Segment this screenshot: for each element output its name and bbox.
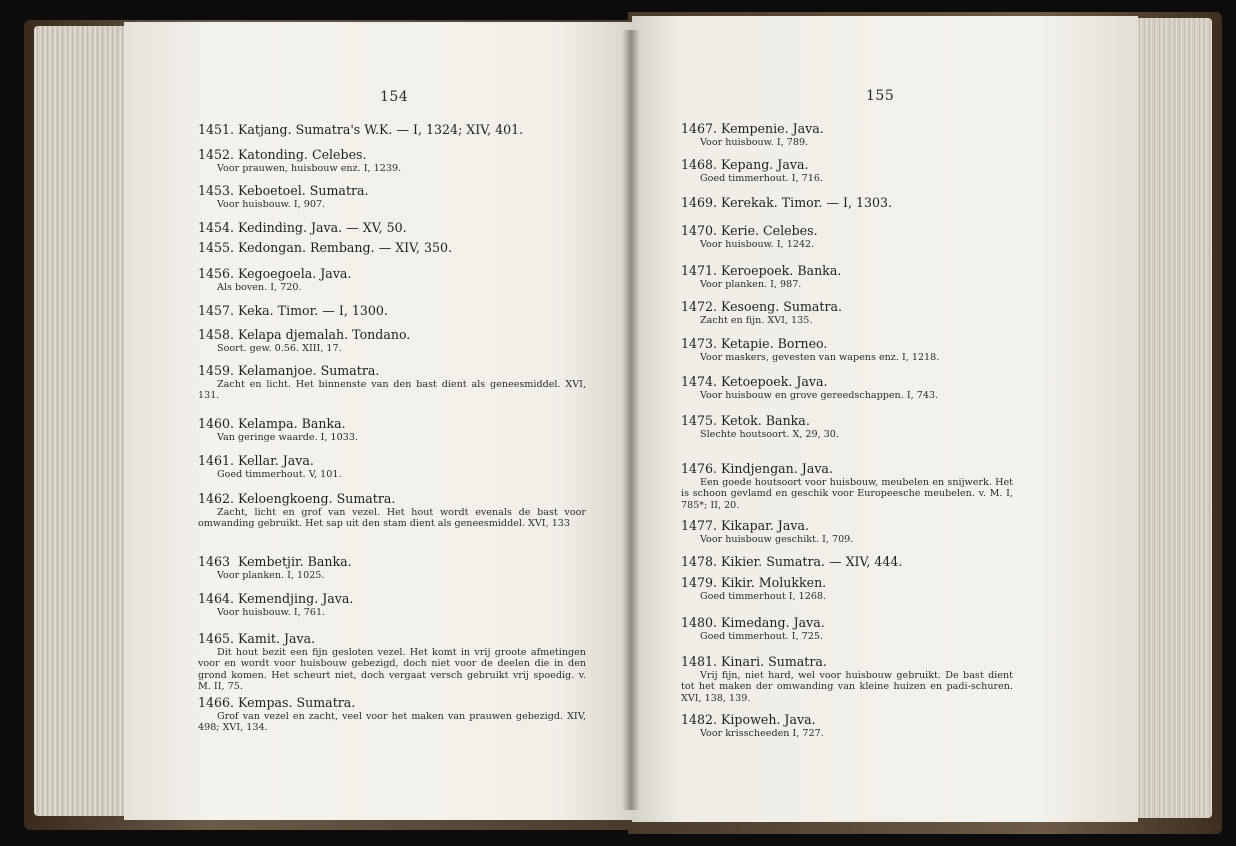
entry-description: Voor huisbouw geschikt. I, 709.	[700, 534, 854, 545]
dictionary-entry	[198, 415, 586, 443]
entry-title: Kikier. Sumatra. — XIV, 444.	[721, 554, 903, 569]
entry-heading	[681, 517, 1013, 534]
entry-number: 1468.	[681, 157, 718, 172]
entry-heading	[681, 262, 1013, 279]
entry-heading	[198, 490, 586, 507]
entry-description: Voor maskers, gevesten van wapens enz. I, 1218.	[700, 352, 940, 363]
entry-number: 1464.	[198, 591, 235, 606]
entry-description: Voor krisscheeden I, 727.	[700, 728, 824, 739]
entry-number: 1453.	[198, 183, 235, 198]
entry-title: Kembetjir. Banka.	[238, 554, 352, 569]
entry-heading	[198, 121, 586, 138]
dictionary-entry	[681, 373, 1013, 401]
entry-description: Dit hout bezit een fijn gesloten vezel. Het komt in vrij groote afmetingen voor en wordt voor huisbouw gebezigd, doch niet voor de deelen die in den grond komen. Het scheurt niet, doch vergaat versch gebruikt vrij spoedig. v. M. II, 75.	[198, 647, 586, 693]
entry-description: Voor planken. I, 987.	[700, 279, 802, 290]
book-gutter	[622, 30, 640, 810]
entry-heading	[198, 239, 586, 256]
entry-description: Voor huisbouw. I, 789.	[700, 137, 809, 148]
entry-heading	[681, 460, 1013, 477]
dictionary-entry	[681, 553, 1013, 570]
entry-number: 1459.	[198, 363, 235, 378]
entry-number: 1478.	[681, 554, 718, 569]
entry-title: Kempenie. Java.	[721, 121, 824, 136]
entry-title: Kegoegoela. Java.	[238, 266, 352, 281]
entry-heading	[198, 219, 586, 236]
left-page-number: 154	[380, 89, 409, 105]
entry-description: Voor huisbouw en grove gereedschappen. I, 743.	[700, 390, 939, 401]
entry-number: 1458.	[198, 327, 235, 342]
dictionary-entry	[198, 302, 586, 319]
entry-heading	[681, 373, 1013, 390]
entry-number: 1469.	[681, 195, 718, 210]
entry-heading	[681, 194, 1013, 211]
dictionary-entry	[198, 362, 586, 402]
entry-title: Ketoepoek. Java.	[721, 374, 828, 389]
entry-heading	[681, 711, 1013, 728]
entry-heading	[681, 222, 1013, 239]
dictionary-entry	[198, 121, 586, 138]
entry-heading	[198, 694, 586, 711]
entry-title: Ketapie. Borneo.	[721, 336, 828, 351]
entry-heading	[198, 182, 586, 199]
entry-heading	[681, 574, 1013, 591]
entry-title: Kedinding. Java. — XV, 50.	[238, 220, 407, 235]
dictionary-entry	[198, 239, 586, 256]
entry-heading	[681, 335, 1013, 352]
entry-number: 1467.	[681, 121, 718, 136]
dictionary-entry	[681, 120, 1013, 148]
entry-number: 1466.	[198, 695, 235, 710]
dictionary-entry	[198, 219, 586, 236]
dictionary-entry	[681, 222, 1013, 250]
entry-heading	[198, 302, 586, 319]
entry-number: 1457.	[198, 303, 235, 318]
entry-description: Soort. gew. 0.56. XIII, 17.	[217, 343, 342, 354]
dictionary-entry	[198, 265, 586, 293]
entry-description: Voor huisbouw. I, 907.	[217, 199, 326, 210]
dictionary-entry	[198, 630, 586, 693]
entry-number: 1471.	[681, 263, 718, 278]
entry-heading	[681, 298, 1013, 315]
entry-number: 1461.	[198, 453, 235, 468]
entry-heading	[198, 146, 586, 163]
entry-title: Kamit. Java.	[238, 631, 316, 646]
entry-title: Kindjengan. Java.	[721, 461, 833, 476]
entry-title: Katonding. Celebes.	[238, 147, 367, 162]
entry-description: Zacht en licht. Het binnenste van den bast dient als geneesmiddel. XVI, 131.	[198, 379, 586, 402]
entry-description: Als boven. I, 720.	[217, 282, 302, 293]
entry-title: Keloengkoeng. Sumatra.	[238, 491, 396, 506]
entry-number: 1473.	[681, 336, 718, 351]
entry-title: Kelampa. Banka.	[238, 416, 346, 431]
entry-heading	[198, 326, 586, 343]
dictionary-entry	[681, 460, 1013, 511]
entry-description: Voor prauwen, huisbouw enz. I, 1239.	[217, 163, 402, 174]
dictionary-entry	[681, 262, 1013, 290]
entry-heading	[198, 630, 586, 647]
dictionary-entry	[198, 553, 586, 581]
entry-title: Kerekak. Timor. — I, 1303.	[721, 195, 892, 210]
entry-heading	[681, 156, 1013, 173]
entry-title: Kellar. Java.	[238, 453, 314, 468]
entry-description: Van geringe waarde. I, 1033.	[217, 432, 359, 443]
dictionary-entry	[681, 517, 1013, 545]
entry-number: 1463	[198, 554, 231, 569]
entry-number: 1470.	[681, 223, 718, 238]
entry-description: Voor huisbouw. I, 1242.	[700, 239, 815, 250]
entry-title: Kelapa djemalah. Tondano.	[238, 327, 411, 342]
dictionary-entry	[681, 574, 1013, 602]
entry-description: Grof van vezel en zacht, veel voor het maken van prauwen gebezigd. XIV, 498; XVI, 134.	[198, 711, 586, 734]
dictionary-entry	[681, 335, 1013, 363]
entry-heading	[681, 412, 1013, 429]
entry-heading	[198, 415, 586, 432]
entry-description: Voor huisbouw. I, 761.	[217, 607, 326, 618]
dictionary-entry	[681, 711, 1013, 739]
entry-heading	[681, 553, 1013, 570]
right-page-number: 155	[866, 88, 895, 104]
entry-number: 1456.	[198, 266, 235, 281]
entry-number: 1479.	[681, 575, 718, 590]
entry-description: Een goede houtsoort voor huisbouw, meubelen en snijwerk. Het is schoon gevlamd en geschik voor Europeesche meubelen. v. M. I, 785*; II, 20.	[681, 477, 1013, 511]
dictionary-entry	[681, 614, 1013, 642]
entry-title: Kinari. Sumatra.	[721, 654, 827, 669]
entry-description: Voor planken. I, 1025.	[217, 570, 325, 581]
entry-title: Keroepoek. Banka.	[721, 263, 842, 278]
entry-number: 1460.	[198, 416, 235, 431]
entry-heading	[198, 265, 586, 282]
entry-number: 1451.	[198, 122, 235, 137]
entry-heading	[198, 452, 586, 469]
page-edges-right	[1128, 18, 1212, 818]
entry-heading	[681, 614, 1013, 631]
entry-title: Katjang. Sumatra's W.K. — I, 1324; XIV, 401.	[238, 122, 524, 137]
entry-title: Kempas. Sumatra.	[238, 695, 356, 710]
entry-description: Goed timmerhout. I, 725.	[700, 631, 824, 642]
dictionary-entry	[681, 194, 1013, 211]
entry-description: Slechte houtsoort. X, 29, 30.	[700, 429, 839, 440]
entry-description: Goed timmerhout I, 1268.	[700, 591, 827, 602]
entry-title: Kepang. Java.	[721, 157, 809, 172]
entry-heading	[198, 362, 586, 379]
entry-number: 1472.	[681, 299, 718, 314]
entry-title: Keboetoel. Sumatra.	[238, 183, 369, 198]
entry-number: 1452.	[198, 147, 235, 162]
dictionary-entry	[198, 490, 586, 530]
dictionary-entry	[198, 452, 586, 480]
dictionary-entry	[198, 182, 586, 210]
page-edges-left	[34, 26, 134, 816]
dictionary-entry	[681, 412, 1013, 440]
dictionary-entry	[198, 590, 586, 618]
entry-title: Keka. Timor. — I, 1300.	[238, 303, 388, 318]
dictionary-entry	[681, 156, 1013, 184]
entry-title: Kerie. Celebes.	[721, 223, 818, 238]
entry-heading	[198, 553, 586, 570]
dictionary-entry	[681, 653, 1013, 704]
dictionary-entry	[198, 146, 586, 174]
entry-number: 1454.	[198, 220, 235, 235]
entry-description: Goed timmerhout. V, 101.	[217, 469, 342, 480]
entry-number: 1482.	[681, 712, 718, 727]
entry-title: Kelamanjoe. Sumatra.	[238, 363, 380, 378]
entry-number: 1474.	[681, 374, 718, 389]
entry-description: Goed timmerhout. I, 716.	[700, 173, 824, 184]
entry-title: Ketok. Banka.	[721, 413, 810, 428]
entry-number: 1465.	[198, 631, 235, 646]
entry-title: Kemendjing. Java.	[238, 591, 354, 606]
dictionary-entry	[198, 694, 586, 734]
entry-number: 1477.	[681, 518, 718, 533]
entry-description: Zacht, licht en grof van vezel. Het hout wordt evenals de bast voor omwanding gebruikt. Het sap uit den stam dient als geneesmiddel. XVI, 133	[198, 507, 586, 530]
entry-title: Kipoweh. Java.	[721, 712, 816, 727]
entry-heading	[198, 590, 586, 607]
dictionary-entry	[681, 298, 1013, 326]
entry-number: 1476.	[681, 461, 718, 476]
entry-number: 1462.	[198, 491, 235, 506]
entry-title: Kimedang. Java.	[721, 615, 825, 630]
entry-number: 1455.	[198, 240, 235, 255]
entry-heading	[681, 653, 1013, 670]
entry-number: 1481.	[681, 654, 718, 669]
entry-number: 1480.	[681, 615, 718, 630]
dictionary-entry	[198, 326, 586, 354]
entry-heading	[681, 120, 1013, 137]
entry-description: Vrij fijn, niet hard, wel voor huisbouw gebruikt. De bast dient tot het maken der omwanding van kleine huizen en padi-schuren. XVI, 138, 139.	[681, 670, 1013, 704]
entry-description: Zacht en fijn. XVI, 135.	[700, 315, 813, 326]
entry-number: 1475.	[681, 413, 718, 428]
entry-title: Kesoeng. Sumatra.	[721, 299, 842, 314]
entry-title: Kikir. Molukken.	[721, 575, 827, 590]
entry-title: Kedongan. Rembang. — XIV, 350.	[238, 240, 453, 255]
entry-title: Kikapar. Java.	[721, 518, 809, 533]
